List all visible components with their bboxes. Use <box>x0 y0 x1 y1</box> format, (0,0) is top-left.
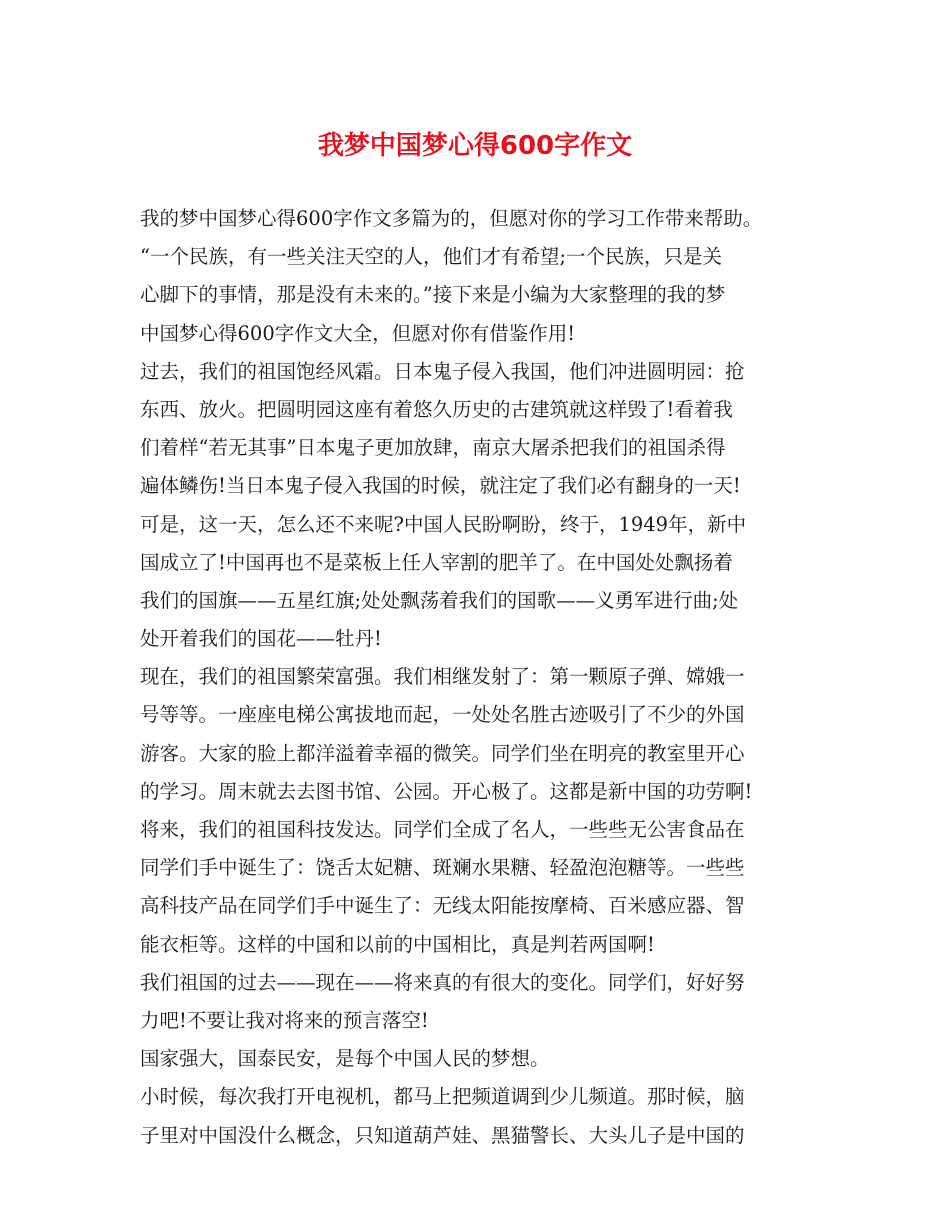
body-line: 我的梦中国梦心得600字作文多篇为的，但愿对你的学习工作带来帮助。 <box>140 207 763 230</box>
body-line: 能衣柜等。这样的中国和以前的中国相比，真是判若两国啊! <box>140 932 655 956</box>
body-line: 可是，这一天，怎么还不来呢?中国人民盼啊盼，终于，1949年，新中 <box>140 512 747 536</box>
body-line: 国家强大，国泰民安，是每个中国人民的梦想。 <box>140 1047 550 1071</box>
body-line: 同学们手中诞生了：饶舌太妃糖、斑斓水果糖、轻盈泡泡糖等。一些些 <box>140 856 745 880</box>
body-line: 子里对中国没什么概念，只知道葫芦娃、黑猫警长、大头儿子是中国的 <box>140 1123 745 1147</box>
body-line: 们着样“若无其事”日本鬼子更加放肆，南京大屠杀把我们的祖国杀得 <box>140 436 726 460</box>
body-line: 东西、放火。把圆明园这座有着悠久历史的古建筑就这样毁了!看着我 <box>140 397 733 421</box>
body-line: 我们的国旗——五星红旗;处处飘荡着我们的国歌——义勇军进行曲;处 <box>140 588 739 612</box>
body-line: 遍体鳞伤!当日本鬼子侵入我国的时候，就注定了我们必有翻身的一天! <box>140 474 741 498</box>
body-line: 过去，我们的祖国饱经风霜。日本鬼子侵入我国，他们冲进圆明园：抢 <box>140 359 745 383</box>
body-line: 力吧!不要让我对将来的预言落空! <box>140 1008 429 1032</box>
body-line: 小时候，每次我打开电视机，都马上把频道调到少儿频道。那时候，脑 <box>140 1085 745 1109</box>
body-line: 号等等。一座座电梯公寓拔地而起，一处处名胜古迹吸引了不少的外国 <box>140 703 745 727</box>
body-line: 中国梦心得600字作文大全，但愿对你有借鉴作用! <box>140 321 576 345</box>
body-line: 处开着我们的国花——牡丹! <box>140 627 382 651</box>
body-line: 心脚下的事情，那是没有未来的。”接下来是小编为大家整理的我的梦 <box>140 283 726 307</box>
body-line: 的学习。周末就去去图书馆、公园。开心极了。这都是新中国的功劳啊! <box>140 779 753 803</box>
body-line: “一个民族，有一些关注天空的人，他们才有希望;一个民族，只是关 <box>140 245 723 269</box>
body-line: 高科技产品在同学们手中诞生了：无线太阳能按摩椅、百米感应器、智 <box>140 894 745 918</box>
body-line: 现在，我们的祖国繁荣富强。我们相继发射了：第一颗原子弹、嫦娥一 <box>140 665 745 689</box>
body-line: 游客。大家的脸上都洋溢着幸福的微笑。同学们坐在明亮的教室里开心 <box>140 741 745 765</box>
body-line: 将来，我们的祖国科技发达。同学们全成了名人，一些些无公害食品在 <box>140 818 745 841</box>
document-body <box>140 200 830 1155</box>
body-line: 我们祖国的过去——现在——将来真的有很大的变化。同学们，好好努 <box>140 970 745 994</box>
body-line: 国成立了!中国再也不是菜板上任人宰割的肥羊了。在中国处处飘扬着 <box>140 550 733 574</box>
document-title: 我梦中国梦心得600字作文 <box>317 131 633 161</box>
